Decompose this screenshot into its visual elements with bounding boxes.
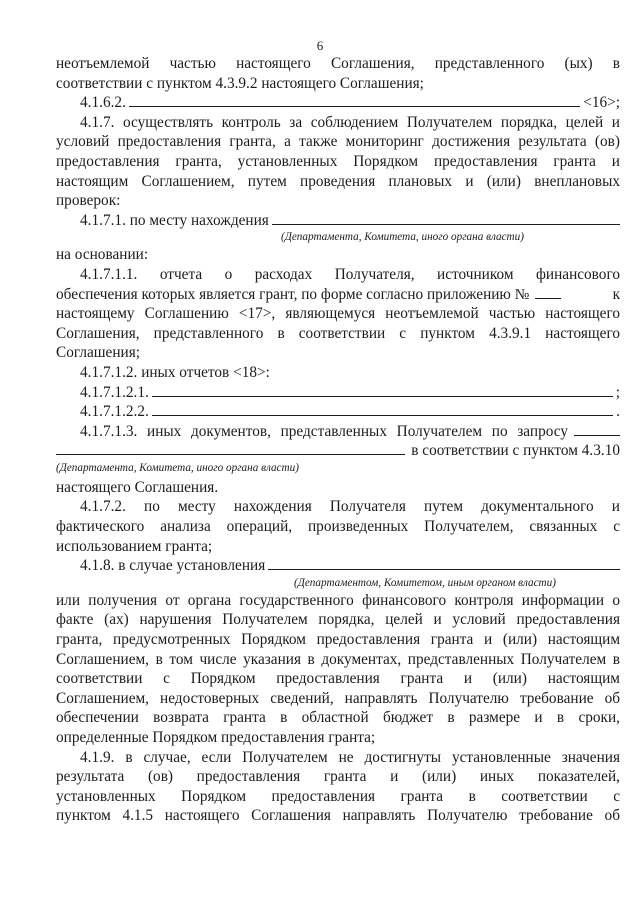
text-line: настоящим Соглашением, путем проведения плановых и (или) внеплановых bbox=[56, 172, 620, 190]
text-segment: 4.1.7.1.3. иных документов, представленных Получателем по запросу bbox=[80, 422, 568, 440]
text-line bbox=[56, 441, 620, 461]
text-line: соответствии с пунктом 4.3.9.2 настоящего Соглашения; bbox=[56, 74, 424, 92]
field-caption: (Департамента, Комитета, иного органа власти) bbox=[56, 461, 299, 474]
document-body bbox=[56, 54, 620, 826]
text-line: предоставления гранта, установленных Порядком предоставления гранта и bbox=[56, 152, 620, 170]
text-line: факте (ах) нарушения Получателем порядка, целей и условий предоставления bbox=[56, 611, 620, 629]
text-segment: к bbox=[612, 285, 620, 303]
blank-field[interactable] bbox=[272, 212, 620, 225]
page-number: 6 bbox=[316, 38, 324, 53]
footnote-ref: <16>; bbox=[583, 94, 620, 112]
text-line: Соглашением, недостоверных сведений, направлять Получателю требование об bbox=[56, 689, 620, 707]
text-line: определенные Порядком предоставления гранта; bbox=[56, 729, 376, 746]
text-line: гранта, предусмотренных Порядком предоставления гранта и (или) настоящим bbox=[56, 631, 620, 649]
field-caption: (Департаментом, Комитетом, иным органом власти) bbox=[294, 576, 556, 589]
text-line: пунктом 4.1.5 настоящего Соглашения направлять Получателю требование об bbox=[56, 807, 620, 825]
text-line bbox=[56, 285, 620, 305]
text-line: результата (ов) предоставления гранта и (или) иных показателей, bbox=[56, 768, 620, 786]
text-line: условий предоставления гранта, а также мониторинг достижения результата (ов) bbox=[56, 133, 620, 151]
blank-field[interactable] bbox=[56, 442, 405, 455]
text-line: соответствии с Порядком предоставления гранта и (или) настоящим bbox=[56, 670, 620, 688]
clause-label: 4.1.6.2. bbox=[80, 94, 126, 112]
clause-label: 4.1.8. в случае установления bbox=[80, 557, 266, 575]
clause-4-1-7-1-2-2 bbox=[56, 402, 620, 422]
clause-4-1-8 bbox=[56, 556, 620, 576]
blank-field[interactable] bbox=[574, 423, 620, 436]
clause-label: 4.1.7.1.2.2. bbox=[80, 403, 149, 421]
field-caption: (Департамента, Комитета, иного органа власти) bbox=[281, 231, 524, 244]
text-line: обеспечении возврата гранта в областной бюджет в размере и в сроки, bbox=[56, 709, 620, 727]
text-line: Соглашения; bbox=[56, 344, 140, 362]
text-line: фактического анализа операций, произведенных Получателем, связанных с bbox=[56, 518, 620, 536]
text-line bbox=[56, 422, 620, 442]
text-line: 4.1.7.2. по месту нахождения Получателя путем документального и bbox=[80, 498, 620, 516]
text-line: 4.1.7.1.2. иных отчетов <18>: bbox=[80, 363, 270, 381]
blank-field[interactable] bbox=[268, 557, 620, 570]
text-line: настоящему Соглашению <17>, являющемуся неотъемлемой частью настоящего bbox=[56, 305, 620, 323]
text-segment: обеспечения которых является грант, по форме согласно приложению № bbox=[56, 285, 530, 303]
blank-field[interactable] bbox=[152, 384, 613, 397]
blank-field[interactable] bbox=[129, 94, 580, 107]
text-line: 4.1.7. осуществлять контроль за соблюдением Получателем порядка, целей и bbox=[80, 113, 620, 131]
clause-4-1-7-1 bbox=[56, 211, 620, 231]
text-line: 4.1.9. в случае, если Получателем не достигнуты установленные значения bbox=[80, 748, 620, 766]
text-line: установленных Порядком предоставления гранта в соответствии с bbox=[56, 787, 620, 805]
clause-4-1-6-2 bbox=[56, 93, 620, 113]
punctuation: ; bbox=[615, 383, 620, 401]
text-segment: в соответствии с пунктом 4.3.10 bbox=[411, 442, 620, 460]
text-line: настоящего Соглашения. bbox=[56, 478, 219, 496]
text-line: использованием гранта; bbox=[56, 537, 213, 555]
text-line: проверок: bbox=[56, 192, 121, 210]
text-line: Соглашением, в том числе указания в документах, представленных Получателем в bbox=[56, 650, 620, 668]
text-line: на основании: bbox=[56, 246, 149, 264]
text-line: 4.1.7.1.1. отчета о расходах Получателя, источником финансового bbox=[80, 265, 620, 283]
clause-label: 4.1.7.1.2.1. bbox=[80, 383, 149, 401]
text-line: неотъемлемой частью настоящего Соглашения, представленного (ых) в bbox=[56, 55, 620, 72]
text-line: Соглашения, представленного в соответствии с пунктом 4.3.9.1 настоящего bbox=[56, 324, 620, 342]
clause-label: 4.1.7.1. по месту нахождения bbox=[80, 211, 269, 229]
blank-field[interactable] bbox=[152, 403, 613, 416]
blank-field[interactable] bbox=[535, 286, 561, 299]
punctuation: . bbox=[616, 403, 620, 421]
clause-4-1-7-1-2-1 bbox=[56, 383, 620, 403]
text-line: или получения от органа государственного финансового контроля информации о bbox=[56, 591, 620, 609]
